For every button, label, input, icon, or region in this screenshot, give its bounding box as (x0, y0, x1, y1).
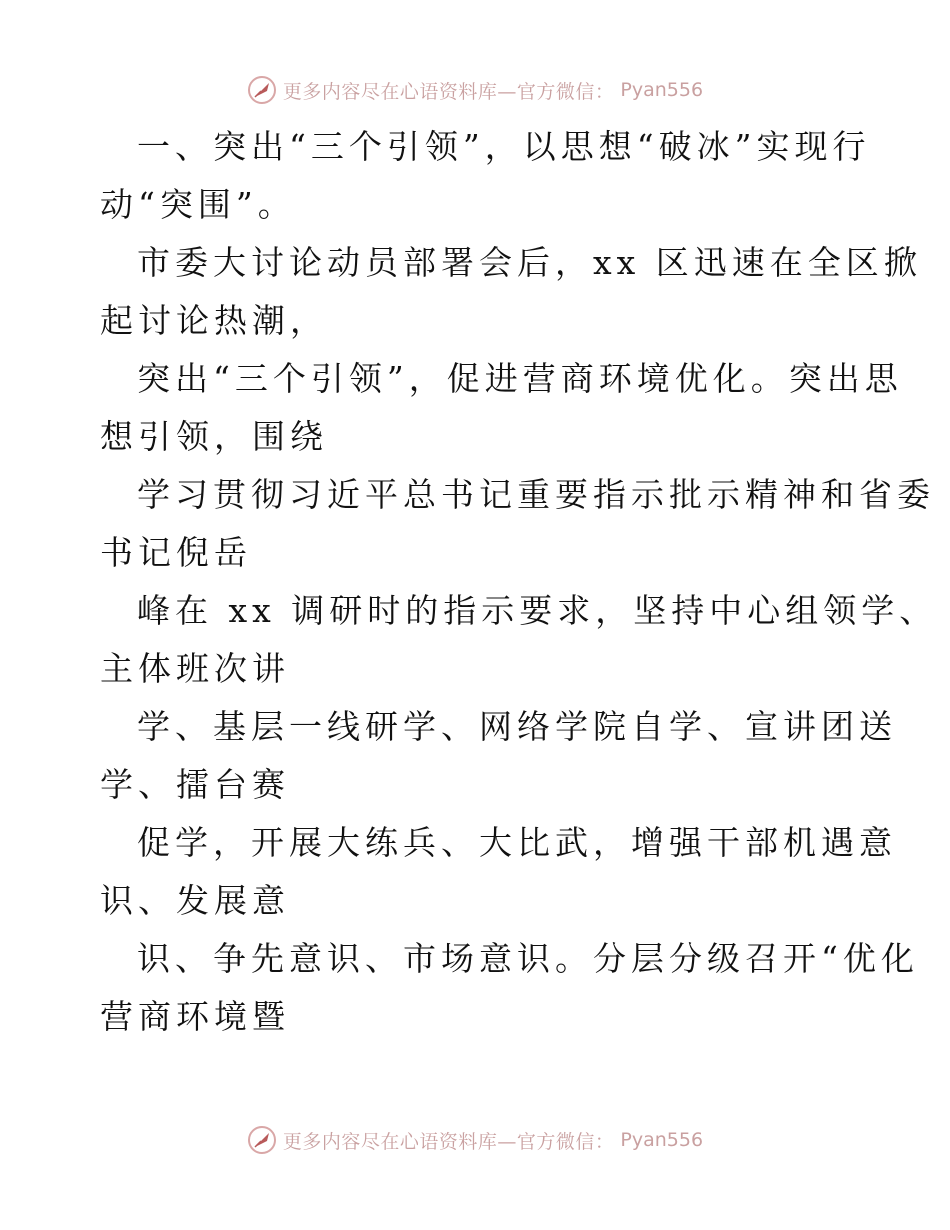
header-watermark (0, 70, 950, 110)
paragraph-1-line-1: 一、突出“三个引领”，以思想“破冰”实现行 (137, 127, 871, 166)
paragraph-8-line-1: 识、争先意识、市场意识。分层分级召开“优化 (137, 939, 919, 978)
paragraph-5-line-1: 峰在 xx 调研时的指示要求，坚持中心组领学、 (137, 591, 938, 630)
watermark-wechat-id: Pyan556 (620, 1129, 704, 1151)
watermark-wechat-id: Pyan556 (620, 79, 704, 101)
paragraph-1-line-2: 动“突围”。 (100, 185, 296, 224)
paragraph-7-line-1: 促学，开展大练兵、大比武，增强干部机遇意 (137, 823, 897, 862)
paragraph-7-line-2: 识、发展意 (100, 881, 290, 920)
watermark-text: 更多内容尽在心语资料库—官方微信： (282, 1130, 615, 1153)
paragraph-4-line-1: 学习贯彻习近平总书记重要指示批示精神和省委 (137, 475, 935, 514)
paragraph-6-line-2: 学、擂台赛 (100, 765, 290, 804)
paragraph-2-line-2: 起讨论热潮， (100, 301, 328, 340)
watermark-text: 更多内容尽在心语资料库—官方微信： (282, 80, 615, 103)
paragraph-8-line-2: 营商环境暨 (100, 997, 290, 1036)
footer-watermark (0, 1120, 950, 1160)
quill-logo-icon (247, 75, 277, 105)
document-body (100, 118, 938, 1046)
quill-logo-icon (247, 1125, 277, 1155)
paragraph-6-line-1: 学、基层一线研学、网络学院自学、宣讲团送 (137, 707, 897, 746)
paragraph-3-line-1: 突出“三个引领”，促进营商环境优化。突出思 (137, 359, 903, 398)
paragraph-4-line-2: 书记倪岳 (100, 533, 252, 572)
paragraph-2-line-1: 市委大讨论动员部署会后，xx 区迅速在全区掀 (137, 243, 922, 282)
paragraph-5-line-2: 主体班次讲 (100, 649, 290, 688)
paragraph-3-line-2: 想引领，围绕 (100, 417, 328, 456)
